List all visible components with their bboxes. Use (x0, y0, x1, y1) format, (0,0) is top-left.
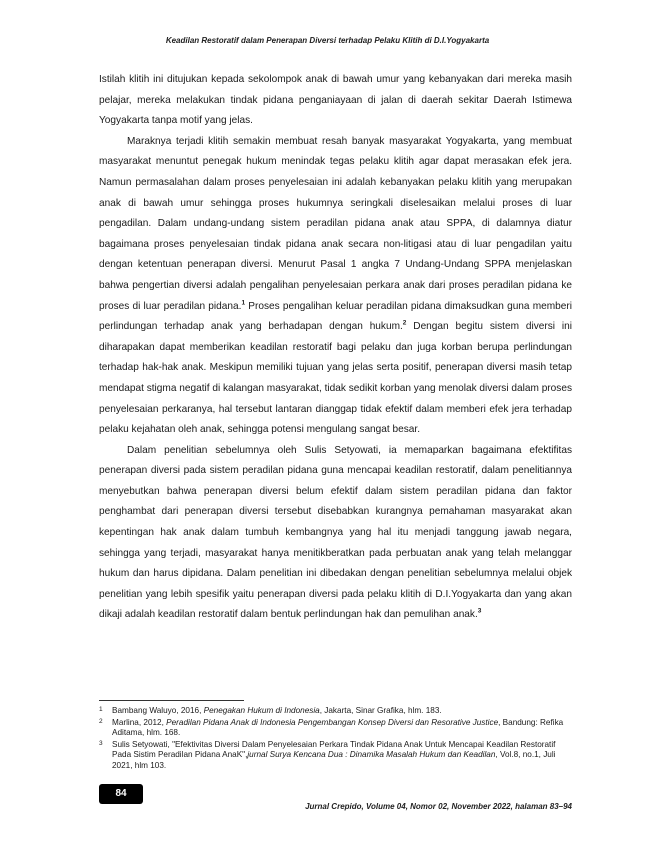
footnote-title: jurnal Surya Kencana Dua : Dinamika Masalah Hukum dan Keadilan (247, 750, 496, 760)
footnote-title: Peradilan Pidana Anak di Indonesia Pengembangan Konsep Diversi dan Resorative Justice (166, 717, 499, 727)
footnote-number: 3 (99, 739, 103, 747)
footnote-2 (99, 718, 572, 739)
footnote-text: Marlina, 2012, (112, 717, 167, 727)
paragraph-3 (99, 441, 572, 626)
running-header: Keadilan Restoratif dalam Penerapan Diversi terhadap Pelaku Klitih di D.I.Yogyakarta (165, 36, 490, 45)
footnote-ref-1[interactable]: 1 (241, 299, 246, 307)
footnote-ref-3[interactable]: 3 (477, 608, 482, 616)
paragraph-2-part-a: Maraknya terjadi klitih semakin membuat resah banyak masyarakat Yogyakarta, yang membuat masyarakat menuntut penegak hukum menindak tegas pelaku klitih agar dapat merasakan efek jera. Namun permasalahan dalam proses penyelesaian ini adalah kebanyakan pelaku klitih yang merupakan anak di bawah umur sehingga proses hukumnya seringkali diselesaikan melalui proses di luar pengadilan. Dalam undang-undang sistem peradilan pidana anak atau SPPA, di dalamnya diatur bagaimana proses penyelesaian tindak pidana anak secara non-litigasi atau di luar pengadilan yaitu dengan ketentuan penerapan diversi. Menurut Pasal 1 angka 7 Undang-Undang SPPA menjelaskan bahwa pengertian diversi adalah pengalihan penyelesaian perkara anak dari proses peradilan pidana ke proses di luar peradilan pidana. (99, 135, 572, 312)
footnote-3 (99, 740, 572, 772)
footnote-ref-2[interactable]: 2 (402, 319, 407, 327)
footnote-number: 2 (99, 717, 103, 725)
paragraph-3-text: Dalam penelitian sebelumnya oleh Sulis Setyowati, ia memaparkan bagaimana efektifitas penerapan diversi pada sistem peradilan pidana guna mencapai keadilan restoratif, dalam penelitiannya menyebutkan bahwa penerapan diversi belum efektif dalam sistem peradilan pidana dan faktor penghambat dari penerapan diversi tersebut disebabkan kurangnya pemahaman masyarakat akan kepentingan hak anak dalam tumbuh kembangnya yang hal itu menjadi tanggung jawab negara, sehingga yang terjadi, masyarakat hanya menitikberatkan pada perbuatan anak yang telah melanggar hukum dan harus dipidana. Dalam penelitian ini dibedakan dengan penelitian sebelumnya melalui objek penelitian yang lebih spesifik yaitu penerapan diversi pada pelaku klitih di D.I.Yogyakarta dan yang akan dikaji adalah keadilan restoratif dalam bentuk perlindungan hak dan pemulihan anak. (99, 444, 572, 621)
paragraph-2-part-b: Proses pengalihan keluar peradilan pidana dimaksudkan guna memberi perlindungan terhadap anak yang berhadapan dengan hukum. (99, 300, 572, 333)
journal-footer: Jurnal Crepido, Volume 04, Nomor 02, November 2022, halaman 83–94 (305, 802, 572, 811)
footnotes (99, 706, 572, 773)
article-body (99, 70, 572, 626)
page-number-badge: 84 (99, 784, 143, 804)
footnote-title: Penegakan Hukum di Indonesia (203, 706, 320, 715)
paragraph-2-part-c: Dengan begitu sistem diversi ini diharapakan dapat memberikan keadilan restoratif bagi pelaku dan juga korban berupa perlindungan terhadap hak-hak anak. Meskipun memiliki tujuan yang jelas serta positif, penerapan diversi masih tetap mendapat stigma negatif di kalangan masyarakat, tidak sedikit korban yang menolak diversi dalam proses penyelesaian perkaranya, hal tersebut lantaran dianggap tidak efektif dalam memberi efek jera terhadap pelaku kejahatan oleh anak, sehingga potensi mengulang sangat besar. (99, 321, 572, 436)
footnote-text: , Jakarta, Sinar Grafika, hlm. 183. (319, 706, 442, 715)
footnote-text: , Vol.8, no.1, Juli 2021, hlm 103. (112, 750, 556, 770)
paragraph-2 (99, 132, 572, 441)
paragraph-1: Istilah klitih ini ditujukan kepada sekolompok anak di bawah umur yang kebanyakan dari mereka masih pelajar, mereka melakukan tindak pidana penganiayaan di jalan di daerah sekitar Daerah Istimewa Yogyakarta tanpa motif yang jelas. (99, 74, 572, 127)
footnote-1 (99, 706, 572, 717)
footnote-divider (99, 700, 244, 701)
footnote-text: , Bandung: Refika Aditama, hlm. 168. (112, 717, 564, 738)
footnote-number: 1 (99, 706, 103, 713)
footnote-text: Sulis Setyowati, "Efektivitas Diversi Dalam Penyelesaian Perkara Tindak Pidana Anak Untuk Mencapai Keadilan Restoratif Pada Sistim Peradilan Pidana AnaK", (112, 739, 556, 760)
footnote-text: Bambang Waluyo, 2016, (112, 706, 204, 715)
